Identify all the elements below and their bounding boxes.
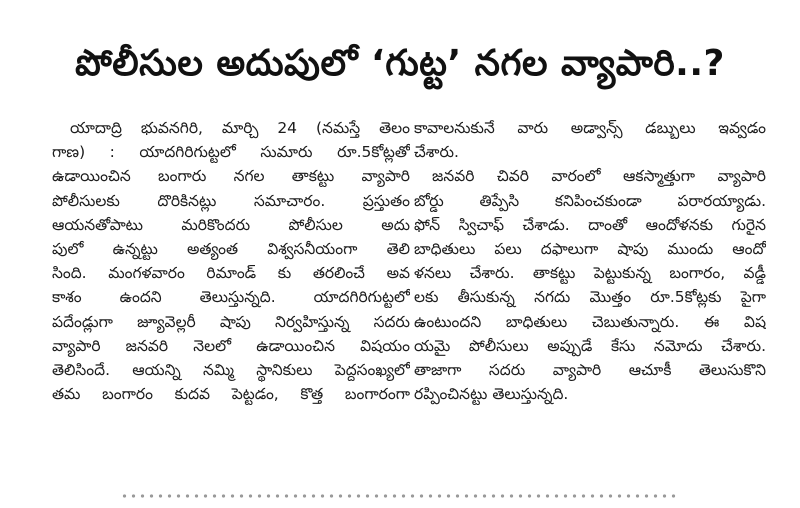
body-text-line: పులో ఉన్నట్టు అత్యంత విశ్వసనీయంగా తెలి [52, 239, 410, 258]
body-text-line: బాధితులు పలు దఫాలుగా షాపు ముందు ఆందో [414, 239, 766, 258]
body-text-line: కావాలనుకునే వారు అడ్వాన్స్ డబ్బులు ఇవ్వడం [414, 119, 766, 137]
body-text-line: ఆయనతోపాటు మరికొందరు పోలీసుల అదు [52, 215, 410, 234]
body-text-line: ళనలు చేశారు. తాకట్టు పెట్టుకున్న బంగారం, వడ్డీ [414, 264, 766, 283]
body-text-line: యమై పోలీసులు అప్పుడే కేసు నమోదు చేశారు. [414, 336, 766, 355]
body-text-line: గాణ) : యాదగిరిగుట్టలో సుమారు రూ.5కోట్లతో [52, 143, 410, 162]
article-headline: పోలీసుల అదుపులో ‘గుట్ట’ నగల వ్యాపారి..? [75, 43, 725, 84]
body-text-line: లకు తీసుకున్న నగదు మొత్తం రూ.5కోట్లకు పైగా [414, 288, 766, 307]
body-text-line: తమ బంగారం కుదవ పెట్టడం, కొత్త బంగారంగా [52, 385, 410, 404]
body-text-line: ఫోన్ స్విచాఫ్ చేశాడు. దాంతో ఆందోళనకు గురైన [414, 215, 766, 234]
body-text-line: ఉంటుందని బాధితులు చెబుతున్నారు. ఈ విష [414, 312, 766, 331]
article-column-right [414, 116, 766, 406]
body-text-line: ఉడాయించిన బంగారు నగల తాకట్టు వ్యాపారి [52, 167, 410, 186]
body-text-line: కాశం ఉందని తెలుస్తున్నది. యాదగిరిగుట్టలో [52, 288, 410, 307]
body-text-line: తాజాగా సదరు వ్యాపారి ఆచూకీ తెలుసుకొని [414, 360, 766, 379]
article-column-left [52, 116, 410, 406]
body-text-line: సింది. మంగళవారం రిమాండ్ కు తరలించే అవ [52, 264, 410, 283]
body-text-line: పదేండ్లుగా జ్యూవెల్లరీ షాపు నిర్వహిస్తున్న సదరు [52, 312, 410, 331]
body-text-line: తెలిసిందే. ఆయన్ని నమ్మి స్థానికులు పెద్దసంఖ్యలో [52, 360, 410, 379]
body-text-line: యాదాద్రి భువనగిరి, మార్చి 24 (నమస్తే తెలం [70, 119, 410, 137]
body-text-line: వ్యాపారి జనవరి నెలలో ఉడాయించిన విషయం [52, 336, 410, 355]
body-text-line: జనవరి చివరి వారంలో ఆకస్మాత్తుగా వ్యాపారి [432, 167, 766, 186]
dotted-divider [120, 494, 680, 498]
body-text-line: పోలీసులకు దొరికినట్లు సమాచారం. ప్రస్తుతం [52, 191, 410, 210]
body-text-line: బోర్డు తిప్పేసి కనిపించకుండా పరారయ్యాడు. [414, 191, 766, 210]
body-text-line: చేశారు. [414, 143, 459, 162]
body-text-line: రప్పించినట్టు తెలుస్తున్నది. [414, 385, 569, 404]
